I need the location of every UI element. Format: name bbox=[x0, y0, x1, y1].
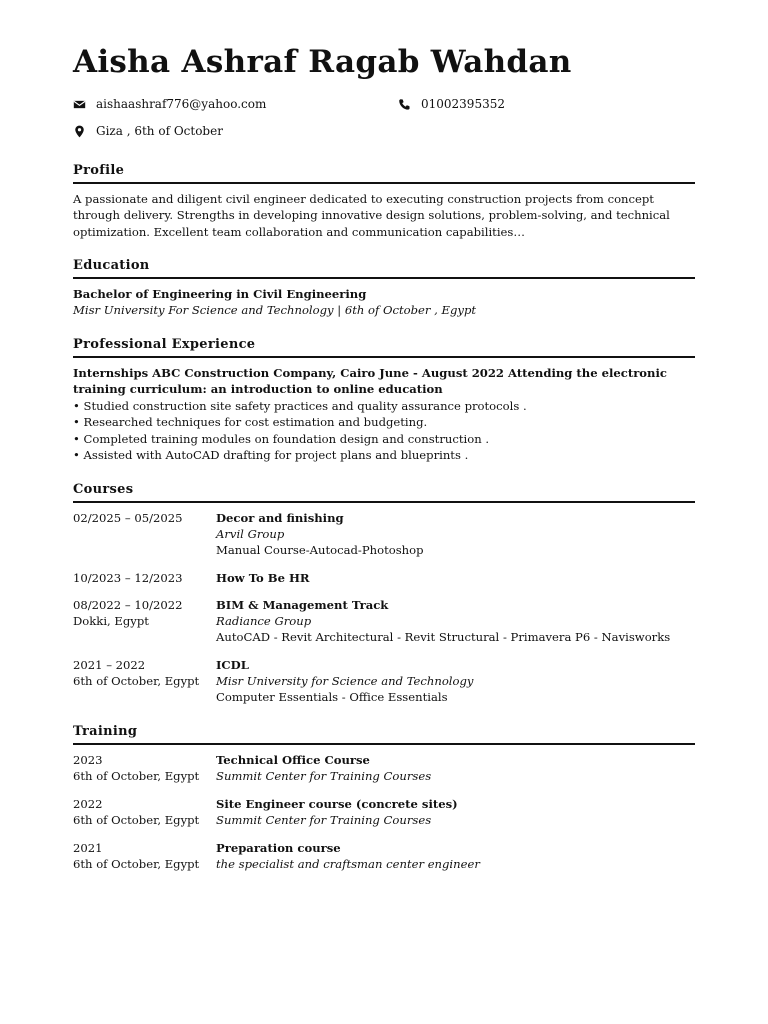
experience-bullet: • Researched techniques for cost estimation and budgeting. bbox=[73, 415, 428, 430]
training-name: Technical Office Course bbox=[216, 753, 370, 767]
training-org: Summit Center for Training Courses bbox=[216, 769, 432, 784]
training-org: Summit Center for Training Courses bbox=[216, 813, 432, 828]
course-date: 08/2022 – 10/2022 bbox=[73, 598, 183, 612]
training-place: 6th of October, Egypt bbox=[73, 857, 200, 872]
section-title-experience: Professional Experience bbox=[73, 337, 695, 358]
section-title-education: Education bbox=[73, 258, 695, 279]
course-name: Decor and finishing bbox=[216, 511, 344, 525]
training-date: 2023 bbox=[73, 753, 103, 767]
experience-bullets bbox=[73, 398, 695, 464]
course-name: How To Be HR bbox=[216, 571, 310, 585]
training-date: 2022 bbox=[73, 797, 103, 811]
contact-location bbox=[73, 124, 223, 138]
contact-phone bbox=[398, 97, 505, 111]
training-date: 2021 bbox=[73, 841, 103, 855]
course-name: BIM & Management Track bbox=[216, 598, 389, 612]
education-school: Misr University For Science and Technology | 6th of October , Egypt bbox=[73, 303, 477, 318]
education-entry bbox=[73, 286, 695, 319]
email-text[interactable]: aishaashraf776@yahoo.com bbox=[96, 97, 267, 111]
experience-entry bbox=[73, 365, 695, 463]
experience-bullet: • Studied construction site safety practices and quality assurance protocols . bbox=[73, 398, 527, 413]
section-title-profile: Profile bbox=[73, 163, 695, 184]
phone-text[interactable]: 01002395352 bbox=[421, 97, 505, 111]
experience-bullet: • Completed training modules on foundation design and construction . bbox=[73, 431, 490, 446]
phone-icon bbox=[398, 98, 411, 111]
course-date: 02/2025 – 05/2025 bbox=[73, 511, 183, 525]
profile-text: A passionate and diligent civil engineer dedicated to executing construction projects from concept through delivery. Strengths in developing innovative design solutions, problem-solving, and technical optimization. Excellent team collaboration and communication capabilities… bbox=[73, 192, 670, 239]
experience-heading: Internships ABC Construction Company, Cairo June - August 2022 Attending the electronic training curriculum: an introduction to online education bbox=[73, 366, 667, 397]
course-desc: Manual Course-Autocad-Photoshop bbox=[216, 543, 424, 558]
course-date: 10/2023 – 12/2023 bbox=[73, 571, 183, 585]
course-org: Arvil Group bbox=[216, 527, 285, 542]
course-date: 2021 – 2022 bbox=[73, 658, 146, 672]
course-place: 6th of October, Egypt bbox=[73, 674, 200, 689]
training-place: 6th of October, Egypt bbox=[73, 813, 200, 828]
location-text: Giza , 6th of October bbox=[96, 124, 223, 138]
course-name: ICDL bbox=[216, 658, 249, 672]
training-name: Site Engineer course (concrete sites) bbox=[216, 797, 458, 811]
course-org: Radiance Group bbox=[216, 614, 312, 629]
contact-email bbox=[73, 97, 266, 111]
education-degree: Bachelor of Engineering in Civil Engineering bbox=[73, 287, 367, 301]
email-icon bbox=[73, 98, 86, 111]
location-pin-icon bbox=[73, 125, 86, 138]
course-desc: Computer Essentials - Office Essentials bbox=[216, 690, 448, 705]
experience-bullet: • Assisted with AutoCAD drafting for project plans and blueprints . bbox=[73, 448, 469, 463]
course-desc: AutoCAD - Revit Architectural - Revit Structural - Primavera P6 - Navisworks bbox=[216, 630, 671, 645]
training-name: Preparation course bbox=[216, 841, 341, 855]
training-place: 6th of October, Egypt bbox=[73, 769, 200, 784]
training-org: the specialist and craftsman center engineer bbox=[216, 857, 480, 872]
candidate-name: Aisha Ashraf Ragab Wahdan bbox=[73, 44, 572, 80]
course-org: Misr University for Science and Technology bbox=[216, 674, 474, 689]
section-title-courses: Courses bbox=[73, 482, 695, 503]
course-place: Dokki, Egypt bbox=[73, 614, 149, 629]
section-title-training: Training bbox=[73, 724, 695, 745]
